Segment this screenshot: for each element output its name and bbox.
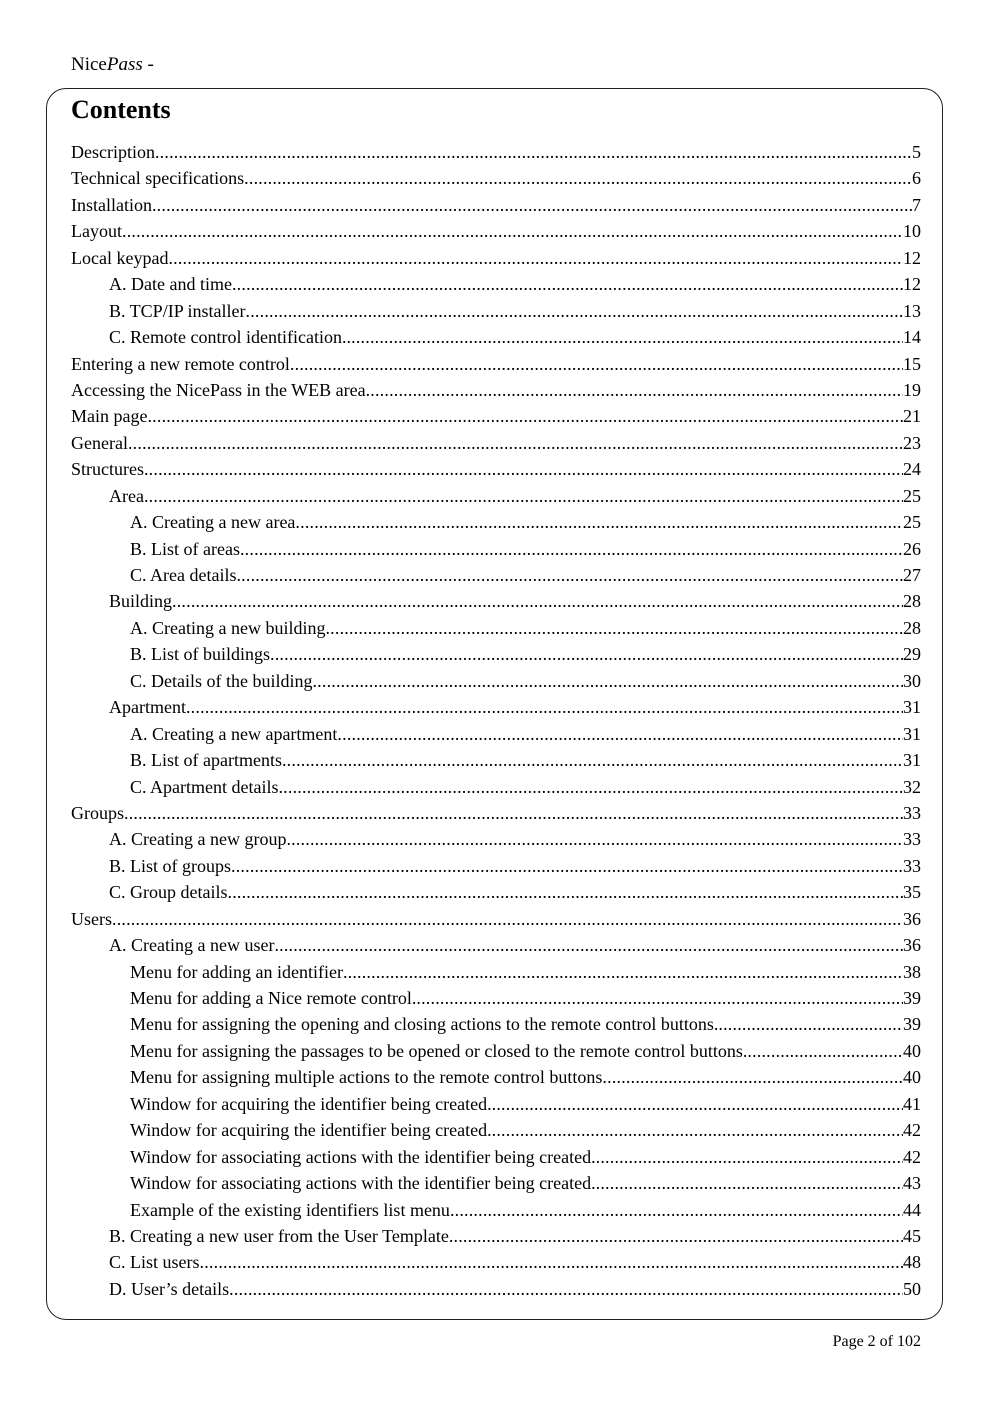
toc-entry-label: C. Details of the building xyxy=(130,670,313,691)
toc-dot-leader xyxy=(274,932,903,958)
contents-title: Contents xyxy=(71,95,171,124)
toc-dot-leader xyxy=(246,298,903,324)
toc-entry-page-number: 21 xyxy=(903,406,921,427)
toc-entry-page-number: 31 xyxy=(903,723,921,744)
toc-entry[interactable] xyxy=(0,351,993,377)
toc-dot-leader xyxy=(147,403,903,429)
toc-entry-page-number: 50 xyxy=(903,1278,921,1299)
toc-entry-label: C. Apartment details xyxy=(130,776,279,797)
toc-entry-label: B. List of groups xyxy=(109,855,232,876)
toc-entry-label: Local keypad xyxy=(71,247,169,268)
toc-entry[interactable] xyxy=(0,324,993,350)
toc-entry-label: Technical specifications xyxy=(71,168,245,189)
toc-entry-label: Menu for adding an identifier xyxy=(130,961,343,982)
toc-entry-page-number: 14 xyxy=(903,327,921,348)
toc-entry-label: Main page xyxy=(71,406,148,427)
page-header xyxy=(71,53,154,77)
toc-entry-label: Entering a new remote control xyxy=(71,353,290,374)
table-of-contents xyxy=(0,139,993,1302)
toc-entry-page-number: 25 xyxy=(903,485,921,506)
toc-entry-label: Users xyxy=(71,908,112,929)
toc-entry[interactable] xyxy=(0,959,993,985)
toc-dot-leader xyxy=(450,1197,903,1223)
toc-dot-leader xyxy=(172,588,903,614)
toc-dot-leader xyxy=(343,959,903,985)
toc-entry-label: Area xyxy=(109,485,144,506)
toc-entry-label: B. Creating a new user from the User Template xyxy=(109,1225,449,1246)
toc-entry-page-number: 10 xyxy=(903,221,921,242)
toc-entry-label: A. Creating a new area xyxy=(130,512,296,533)
toc-dot-leader xyxy=(228,879,904,905)
toc-entry-label: D. User’s details xyxy=(109,1278,230,1299)
toc-dot-leader xyxy=(747,1038,903,1064)
toc-dot-leader xyxy=(282,747,903,773)
toc-entry[interactable] xyxy=(0,377,993,403)
toc-entry[interactable] xyxy=(0,747,993,773)
toc-dot-leader xyxy=(144,456,903,482)
toc-entry[interactable] xyxy=(0,1170,993,1196)
toc-entry-page-number: 39 xyxy=(903,988,921,1008)
toc-entry-label: A. Creating a new user xyxy=(109,935,275,956)
toc-entry-page-number: 12 xyxy=(903,274,921,295)
toc-entry[interactable] xyxy=(0,721,993,747)
toc-entry-label: Menu for assigning multiple actions to the remote control buttons xyxy=(130,1067,603,1088)
toc-entry-label: Window for acquiring the identifier being created. xyxy=(130,1120,492,1141)
toc-entry[interactable] xyxy=(0,192,993,218)
toc-entry-page-number: 6 xyxy=(912,168,921,189)
toc-entry-page-number: 27 xyxy=(903,565,921,585)
toc-entry[interactable] xyxy=(0,615,993,641)
toc-entry[interactable] xyxy=(0,430,993,456)
toc-entry-page-number: 12 xyxy=(903,247,921,268)
toc-entry-label: Layout xyxy=(71,221,122,242)
toc-dot-leader xyxy=(596,1170,903,1196)
header-brand-italic: Pass xyxy=(106,54,143,75)
toc-entry-label: Window for associating actions with the identifier being created. xyxy=(130,1146,596,1167)
toc-entry[interactable] xyxy=(0,641,993,667)
toc-dot-leader xyxy=(325,615,903,641)
toc-entry-page-number: 31 xyxy=(903,697,921,718)
toc-entry[interactable] xyxy=(0,774,993,800)
toc-entry[interactable] xyxy=(0,298,993,324)
toc-entry-label: B. List of areas xyxy=(130,538,240,559)
toc-entry[interactable] xyxy=(0,1091,993,1117)
toc-entry-page-number: 42 xyxy=(903,1120,921,1141)
toc-dot-leader xyxy=(236,562,903,588)
toc-entry-page-number: 13 xyxy=(903,300,921,321)
toc-entry[interactable] xyxy=(0,139,993,165)
toc-entry[interactable] xyxy=(0,562,993,588)
toc-entry-label: A. Date and time xyxy=(109,274,232,295)
toc-entry-label: General xyxy=(71,432,128,453)
toc-entry-page-number: 5 xyxy=(912,142,921,162)
toc-entry-label: Accessing the NicePass in the WEB area xyxy=(71,379,366,400)
toc-entry[interactable] xyxy=(0,668,993,694)
toc-entry[interactable] xyxy=(0,245,993,271)
toc-entry-label: B. List of apartments xyxy=(130,750,282,771)
toc-entry-label: C. Remote control identification. xyxy=(109,327,347,348)
toc-dot-leader xyxy=(492,1117,903,1143)
toc-entry[interactable] xyxy=(0,1011,993,1037)
toc-dot-leader xyxy=(278,774,903,800)
toc-entry-label: C. List users xyxy=(109,1252,200,1273)
toc-entry-label: Window for acquiring the identifier being created. xyxy=(130,1093,492,1114)
toc-entry-page-number: 43 xyxy=(903,1173,921,1194)
toc-entry-label: Menu for adding a Nice remote control. xyxy=(130,988,417,1008)
toc-entry-page-number: 36 xyxy=(903,935,921,956)
toc-entry-page-number: 19 xyxy=(903,379,921,400)
toc-dot-leader xyxy=(337,721,903,747)
toc-dot-leader xyxy=(295,509,903,535)
toc-dot-leader xyxy=(718,1011,903,1037)
toc-entry-page-number: 35 xyxy=(903,882,921,903)
toc-dot-leader xyxy=(290,351,903,377)
toc-dot-leader xyxy=(152,192,912,218)
toc-entry[interactable] xyxy=(0,906,993,932)
toc-entry[interactable] xyxy=(0,1276,993,1302)
toc-entry-label: Menu for assigning the passages to be opened or closed to the remote control buttons. xyxy=(130,1040,748,1061)
toc-entry[interactable] xyxy=(0,800,993,826)
toc-entry-label: Building xyxy=(109,591,173,612)
toc-entry-page-number: 31 xyxy=(903,750,921,771)
toc-entry-page-number: 30 xyxy=(903,670,921,691)
toc-dot-leader xyxy=(312,668,903,694)
toc-dot-leader xyxy=(229,1276,903,1302)
toc-entry[interactable] xyxy=(0,271,993,297)
toc-dot-leader xyxy=(416,985,903,1011)
toc-entry-page-number: 44 xyxy=(903,1199,921,1220)
toc-entry[interactable] xyxy=(0,879,993,905)
toc-entry[interactable] xyxy=(0,165,993,191)
toc-entry-page-number: 28 xyxy=(903,617,921,638)
toc-entry[interactable] xyxy=(0,588,993,614)
toc-entry[interactable] xyxy=(0,826,993,852)
toc-entry-label: B. TCP/IP installer xyxy=(109,300,246,321)
page-number: Page 2 of 102 xyxy=(832,1333,921,1350)
toc-entry-page-number: 29 xyxy=(903,644,921,665)
toc-entry-label: A. Creating a new building xyxy=(130,617,326,638)
toc-dot-leader xyxy=(244,165,912,191)
toc-dot-leader xyxy=(240,536,903,562)
toc-entry-label: C. Group details xyxy=(109,882,228,903)
header-brand-plain: Nice xyxy=(71,54,107,75)
toc-entry[interactable] xyxy=(0,853,993,879)
toc-entry-page-number: 33 xyxy=(903,802,921,823)
toc-entry-page-number: 15 xyxy=(903,353,921,374)
toc-entry-page-number: 33 xyxy=(903,829,921,850)
toc-entry-page-number: 40 xyxy=(903,1067,921,1088)
toc-entry-page-number: 39 xyxy=(903,1014,921,1035)
toc-entry[interactable] xyxy=(0,403,993,429)
toc-entry[interactable] xyxy=(0,932,993,958)
toc-entry[interactable] xyxy=(0,509,993,535)
toc-entry-label: Example of the existing identifiers list menu xyxy=(130,1199,450,1220)
toc-entry-label: Apartment xyxy=(109,697,186,718)
toc-entry[interactable] xyxy=(0,1144,993,1170)
toc-entry-label: Structures xyxy=(71,459,144,480)
toc-entry[interactable] xyxy=(0,1117,993,1143)
toc-entry[interactable] xyxy=(0,1249,993,1275)
toc-entry-page-number: 28 xyxy=(903,591,921,612)
toc-entry[interactable] xyxy=(0,694,993,720)
toc-dot-leader xyxy=(232,271,903,297)
toc-dot-leader xyxy=(186,694,903,720)
toc-entry-label: A. Creating a new group xyxy=(109,829,287,850)
toc-entry[interactable] xyxy=(0,536,993,562)
toc-entry-page-number: 36 xyxy=(903,908,921,929)
toc-entry-label: Installation xyxy=(71,194,152,215)
toc-entry[interactable] xyxy=(0,1223,993,1249)
toc-entry-label: Menu for assigning the opening and closing actions to the remote control buttons. xyxy=(130,1014,719,1035)
toc-entry-page-number: 32 xyxy=(903,776,921,797)
toc-dot-leader xyxy=(128,430,903,456)
toc-entry-label: Groups xyxy=(71,802,124,823)
toc-dot-leader xyxy=(155,139,912,165)
toc-dot-leader xyxy=(602,1064,903,1090)
toc-entry-page-number: 40 xyxy=(903,1040,921,1061)
toc-entry-label: C. Area details xyxy=(130,565,237,585)
toc-dot-leader xyxy=(122,218,903,244)
toc-dot-leader xyxy=(231,853,903,879)
toc-entry-page-number: 45 xyxy=(903,1225,921,1246)
toc-dot-leader xyxy=(449,1223,903,1249)
toc-entry-page-number: 38 xyxy=(903,961,921,982)
toc-entry-page-number: 7 xyxy=(912,194,921,215)
toc-entry-label: Window for associating actions with the identifier being created. xyxy=(130,1173,596,1194)
toc-entry-label: Description xyxy=(71,142,155,162)
header-suffix: - xyxy=(142,54,154,75)
toc-entry[interactable] xyxy=(0,218,993,244)
toc-dot-leader xyxy=(596,1144,903,1170)
toc-entry-page-number: 41 xyxy=(903,1093,921,1114)
toc-entry-page-number: 33 xyxy=(903,855,921,876)
toc-dot-leader xyxy=(144,483,903,509)
toc-dot-leader xyxy=(286,826,903,852)
toc-entry-label: B. List of buildings xyxy=(130,644,271,665)
toc-dot-leader xyxy=(366,377,903,403)
toc-entry-page-number: 25 xyxy=(903,512,921,533)
toc-entry[interactable] xyxy=(0,456,993,482)
toc-entry[interactable] xyxy=(0,483,993,509)
toc-entry[interactable] xyxy=(0,1064,993,1090)
toc-entry-page-number: 42 xyxy=(903,1146,921,1167)
toc-entry-page-number: 48 xyxy=(903,1252,921,1273)
toc-entry[interactable] xyxy=(0,1197,993,1223)
toc-entry-label: A. Creating a new apartment xyxy=(130,723,338,744)
toc-entry-page-number: 24 xyxy=(903,459,921,480)
toc-entry[interactable] xyxy=(0,1038,993,1064)
toc-dot-leader xyxy=(270,641,903,667)
toc-entry[interactable] xyxy=(0,985,993,1011)
toc-entry-page-number: 26 xyxy=(903,538,921,559)
toc-entry-page-number: 23 xyxy=(903,432,921,453)
toc-dot-leader xyxy=(168,245,903,271)
toc-dot-leader xyxy=(492,1091,903,1117)
toc-dot-leader xyxy=(124,800,903,826)
toc-dot-leader xyxy=(200,1249,903,1275)
toc-dot-leader xyxy=(346,324,903,350)
toc-dot-leader xyxy=(112,906,903,932)
